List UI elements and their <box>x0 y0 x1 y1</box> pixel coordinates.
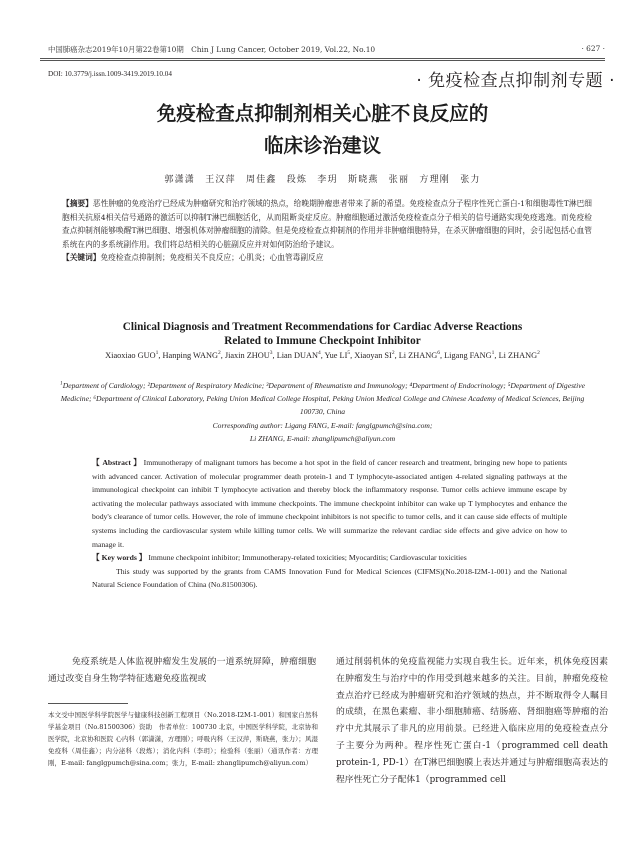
en-author: Li ZHANG$^2$ <box>498 350 540 360</box>
english-abstract <box>92 456 567 592</box>
affiliation-text: Department of Cardiology; ²Department of Respiratory Medicine; ³Department of Rheumatism and Immunology; ⁴Department of Endocrinology; ⁵Department of Digestive Medicine; ⁶Department of Clinical Laboratory, Peking Union Medical College Hospital, Peking Union Medical College and Chinese Academy of Medical Sciences, Beijing 100730, China <box>60 381 585 417</box>
title-line-1: 免疫检查点抑制剂相关心脏不良反应的 <box>156 102 489 125</box>
keywords-label: 【关键词】 <box>62 253 101 263</box>
journal-citation: 中国肺癌杂志2019年10月第22卷第10期 Chin J Lung Cancer, October 2019, Vol.22, No.10 <box>48 45 376 54</box>
en-author: Yue $LI^5$ <box>324 350 351 360</box>
doi: DOI: 10.3779/j.issn.1009-3419.2019.10.04 <box>48 70 172 78</box>
en-author: Ligang FANG$^1$ <box>444 350 495 360</box>
body-right-column: 通过削弱机体的免疫监视能力实现自我生长。近年来，机体免疫因素在肿瘤发生与治疗中的作用受到越来越多的关注。目前，肿瘤免疫检查点治疗已经成为肿瘤研究和治疗领域的热点，并不断取得令人瞩目的成绩，在黑色素瘤、非小细胞肺癌、结肠癌、肾细胞癌等肿瘤的治疗中尤其展示了非凡的应用前景。已经进入临床应用的免疫检查点分子主要分为两种。程序性死亡蛋白-1（programmed cell death protein-1, PD-1）在T淋巴细胞膜上表达并通过与肿瘤细胞高表达的程序性死亡分子配体1（programmed cell <box>336 657 608 785</box>
author-affiliation-sup: 1 <box>491 350 495 357</box>
funding-statement: This study was supported by the grants from CAMS Innovation Fund for Medical Sciences (CIFMS)(No.2018-I2M-1-001) and the National Natural Science Foundation of China (No.81500306). <box>92 566 567 590</box>
abstract-label: 【摘要】 <box>62 199 93 208</box>
aff-first-sup: 1 <box>60 380 63 387</box>
body-left-column: 免疫系统是人体监视肿瘤发生发展的一道系统屏障，肿瘤细胞通过改变自身生物学特征逃避免疫监视或 <box>48 657 316 684</box>
author-affiliation-sup: 6 <box>437 350 440 357</box>
corresponding-author-1: Corresponding author: Ligang FANG, E-mail: fanglgpumch@sina.com; <box>212 420 433 430</box>
english-authors: Xiaoxiao GUO$^1$, Hanping WANG$^2$, Jiaxin ZHOU$^3$, Lian DUAN$^4$, Yue $LI^5$, Xiaoyan $SI^2$, Li ZHANG$^6$, Ligang FANG$^1$, Li ZHANG$^2$ <box>105 350 540 360</box>
en-author: Xiaoyan $SI^2$ <box>354 350 395 360</box>
corresponding-author-2: Li ZHANG, E-mail: zhanglipumch@aliyun.com <box>249 433 396 443</box>
author-affiliation-sup: 2 <box>217 350 221 357</box>
article-title <box>40 98 605 162</box>
en-author: Hanping WANG$^2$ <box>162 350 221 360</box>
keywords-text: 免疫检查点抑制剂；免疫相关不良反应；心肌炎；心血管毒副反应 <box>100 253 324 263</box>
author-affiliation-sup: 5 <box>347 350 351 357</box>
author-affiliation-sup: 4 <box>317 350 321 357</box>
authors-chinese: 郭潇潇 王汉萍 周佳鑫 段炼 李玥 斯晓燕 张丽 方理刚 张力 <box>164 175 481 185</box>
english-title <box>40 320 605 348</box>
abstract-text: 恶性肿瘤的免疫治疗已经成为肿瘤研究和治疗领域的热点，给晚期肿瘤患者带来了新的希望。免疫检查点分子程序性死亡蛋白-1和细胞毒性T淋巴细胞相关抗原4相关信号通路的激活可以抑制T淋巴细胞活化，从而阻断炎症反应。肿瘤细胞通过激活免疫检查点分子相关的信号通路实现免疫逃逸。而免疫检查点抑制剂能够唤醒T淋巴细胞、增强机体对肿瘤细胞的清除。但是免疫检查点抑制剂的作用并非肿瘤细胞特异，在杀灭肿瘤细胞的同时，会引起包括心血管系统在内的多系统副作用。我们将总结相关的心脏副反应并对如何防治给予建议。 <box>62 199 592 249</box>
author-affiliation-sup: 2 <box>391 350 395 357</box>
running-header <box>40 44 605 56</box>
chinese-abstract <box>62 197 592 265</box>
footnote-rule <box>48 703 128 704</box>
author-affiliation-sup: 2 <box>537 350 540 357</box>
affiliations <box>56 379 589 445</box>
en-abstract-label: 【 Abstract 】 <box>92 458 142 467</box>
author-affiliation-sup: 1 <box>155 350 159 357</box>
en-author: Li ZHANG$^6$ <box>398 350 440 360</box>
footnote: 本文受中国医学科学院医学与健康科技创新工程项目（No.2018-I2M-1-001）和国家自然科学基金项目（No.81500306）资助 作者单位：100730 北京，中国医学科学院，北京协和医学院，北京协和医院 心内科（郭潇潇，方理刚）；呼吸内科（王汉萍，斯晓燕，张力）；风湿免疫科（周佳鑫）；内分泌科（段炼）；消化内科（李玥）；检验科（张丽）（通讯作者：方理刚，E-mail: fanglgpumch@sina.com；张力，E-mail: zhanglipumch@aliyun.com） <box>48 711 318 767</box>
en-author: Lian DUAN$^4$ <box>276 350 321 360</box>
en-abstract-text: Immunotherapy of malignant tumors has become a hot spot in the field of cancer research and treatment, bringing new hope to patients with advanced cancer. Activation of molecular programmer death protein-1 and T lymphocyte-associated antigen 4-related signaling pathways at the immunological checkpoint can inhibit T lymphocyte activation and thereby block the inflammatory response. Tumor cells achieve immune escape by activating the molecular pathways associated with immune checkpoints. The immune checkpoint inhibitor can wake up T lymphocytes and enhance the body's clearance of tumor cells. However, the role of immune checkpoint inhibitors is not specific to tumor cells, and it can cause side effects of multiple systems including the cardiovascular system while killing tumor cells. We will summarize the relevant cardiac side effects and give advice on how to manage it. <box>92 458 568 549</box>
en-keywords-label: 【 Key words 】 <box>92 553 147 563</box>
en-title-line-1: Clinical Diagnosis and Treatment Recommendations for Cardiac Adverse Reactions <box>122 321 523 333</box>
en-author: Jiaxin ZHOU$^3$ <box>224 350 273 360</box>
header-rule-top <box>40 58 605 59</box>
author-affiliation-sup: 3 <box>269 350 273 357</box>
special-topic-label: · 免疫检查点抑制剂专题 · <box>416 71 615 91</box>
en-keywords-text: Immune checkpoint inhibitor; Immunotherapy-related toxicities; Myocarditis; Cardiovascular toxicities <box>148 553 467 563</box>
en-title-line-2: Related to Immune Checkpoint Inhibitor <box>224 335 421 347</box>
title-line-2: 临床诊治建议 <box>263 134 381 157</box>
header-rule-bottom <box>40 60 605 61</box>
page-number: · 627 · <box>581 44 605 53</box>
en-author: Xiaoxiao GUO$^1$ <box>105 350 159 360</box>
